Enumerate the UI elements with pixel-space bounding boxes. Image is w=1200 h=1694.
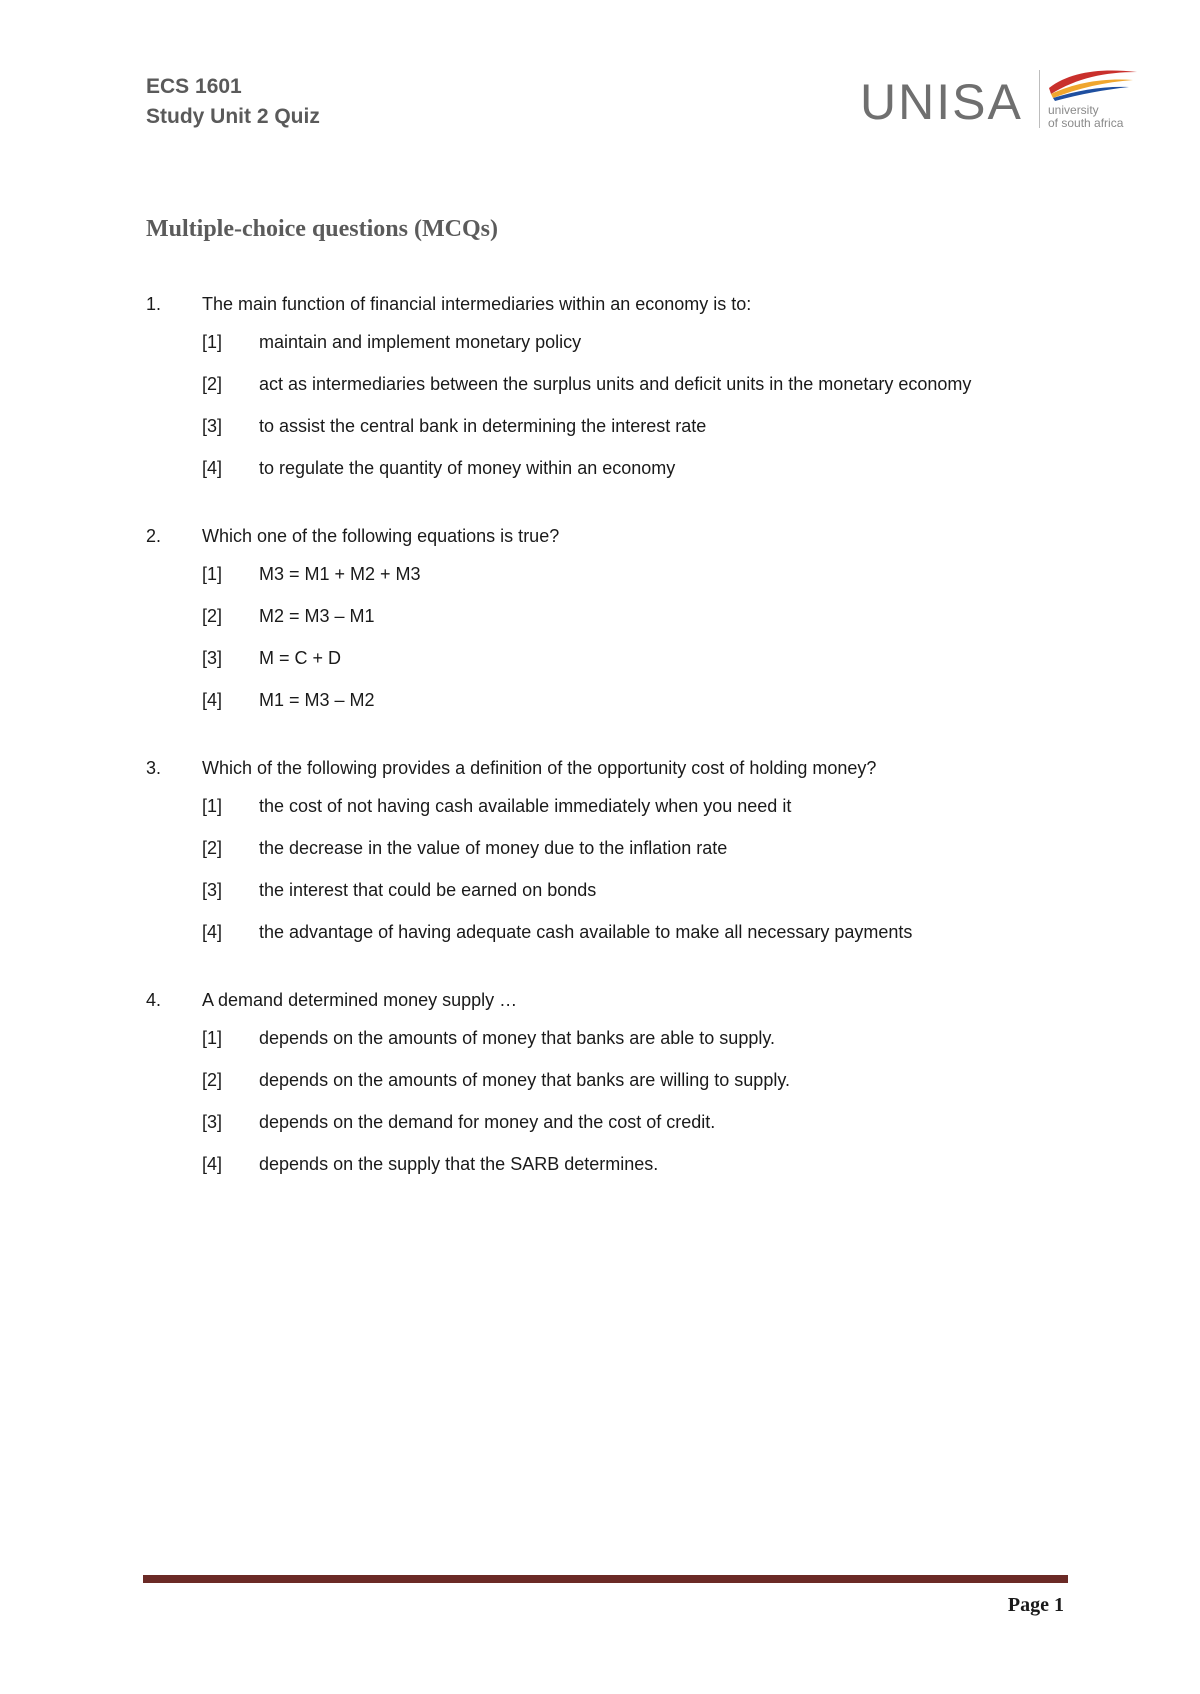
option-key: [2] [202, 1070, 223, 1090]
option-key: [4] [202, 690, 223, 710]
option-1 [202, 1026, 1046, 1050]
question-text: Which one of the following equations is true? [202, 526, 560, 546]
logo-divider [1039, 70, 1040, 128]
option-text: the cost of not having cash available immediately when you need it [259, 796, 792, 816]
option-key: [4] [202, 922, 223, 942]
question-text: The main function of financial intermediaries within an economy is to: [202, 294, 752, 314]
option-4 [202, 456, 1046, 480]
option-1 [202, 562, 1046, 586]
question-4 [146, 988, 1046, 1176]
option-key: [1] [202, 796, 223, 816]
option-key: [1] [202, 564, 223, 584]
course-code: ECS 1601 [146, 75, 242, 98]
option-text: M1 = M3 – M2 [259, 690, 375, 710]
option-key: [4] [202, 1154, 223, 1174]
question-number: 1. [146, 294, 162, 314]
question-list [146, 292, 1046, 1220]
option-key: [3] [202, 648, 223, 668]
option-text: depends on the supply that the SARB determines. [259, 1154, 659, 1174]
option-text: to regulate the quantity of money within an economy [259, 458, 676, 478]
option-1 [202, 330, 1046, 354]
option-1 [202, 794, 1046, 818]
course-subtitle: Study Unit 2 Quiz [146, 105, 320, 128]
option-text: depends on the amounts of money that banks are willing to supply. [259, 1070, 790, 1090]
option-text: the interest that could be earned on bonds [259, 880, 597, 900]
section-heading: Multiple-choice questions (MCQs) [146, 216, 498, 242]
question-number: 2. [146, 526, 162, 546]
option-key: [2] [202, 374, 223, 394]
logo-tagline-country: of south africa [1048, 116, 1124, 130]
option-key: [3] [202, 416, 223, 436]
unisa-logo [860, 66, 1140, 136]
option-text: the advantage of having adequate cash available to make all necessary payments [259, 922, 913, 942]
option-text: to assist the central bank in determining the interest rate [259, 416, 707, 436]
option-2 [202, 836, 1046, 860]
option-list [202, 794, 1046, 944]
option-2 [202, 1068, 1046, 1092]
option-text: maintain and implement monetary policy [259, 332, 582, 352]
option-list [202, 562, 1046, 712]
option-4 [202, 688, 1046, 712]
footer-rule [143, 1575, 1068, 1583]
question-number: 4. [146, 990, 162, 1010]
question-3 [146, 756, 1046, 944]
option-text: depends on the demand for money and the cost of credit. [259, 1112, 716, 1132]
option-key: [2] [202, 838, 223, 858]
logo-wordmark: UNISA [860, 74, 1023, 130]
option-key: [3] [202, 880, 223, 900]
option-text: M2 = M3 – M1 [259, 606, 375, 626]
course-header [146, 72, 320, 132]
option-key: [2] [202, 606, 223, 626]
option-3 [202, 878, 1046, 902]
page-number: Page 1 [1007, 1594, 1064, 1616]
option-text: M = C + D [259, 648, 342, 668]
option-4 [202, 920, 1046, 944]
logo-tagline-university: university [1048, 103, 1099, 117]
option-3 [202, 414, 1046, 438]
option-2 [202, 604, 1046, 628]
option-4 [202, 1152, 1046, 1176]
option-3 [202, 646, 1046, 670]
option-text: depends on the amounts of money that banks are able to supply. [259, 1028, 776, 1048]
question-number: 3. [146, 758, 162, 778]
option-key: [4] [202, 458, 223, 478]
option-list [202, 1026, 1046, 1176]
logo-swoosh-icon [1045, 66, 1140, 102]
option-list [202, 330, 1046, 480]
option-key: [3] [202, 1112, 223, 1132]
option-text: act as intermediaries between the surplus units and deficit units in the monetary economy [259, 374, 972, 394]
question-text: Which of the following provides a definition of the opportunity cost of holding money? [202, 758, 877, 778]
option-key: [1] [202, 1028, 223, 1048]
option-text: the decrease in the value of money due to the inflation rate [259, 838, 728, 858]
question-1 [146, 292, 1046, 480]
option-key: [1] [202, 332, 223, 352]
option-2 [202, 372, 1046, 396]
question-2 [146, 524, 1046, 712]
option-text: M3 = M1 + M2 + M3 [259, 564, 421, 584]
question-text: A demand determined money supply … [202, 990, 518, 1010]
option-3 [202, 1110, 1046, 1134]
